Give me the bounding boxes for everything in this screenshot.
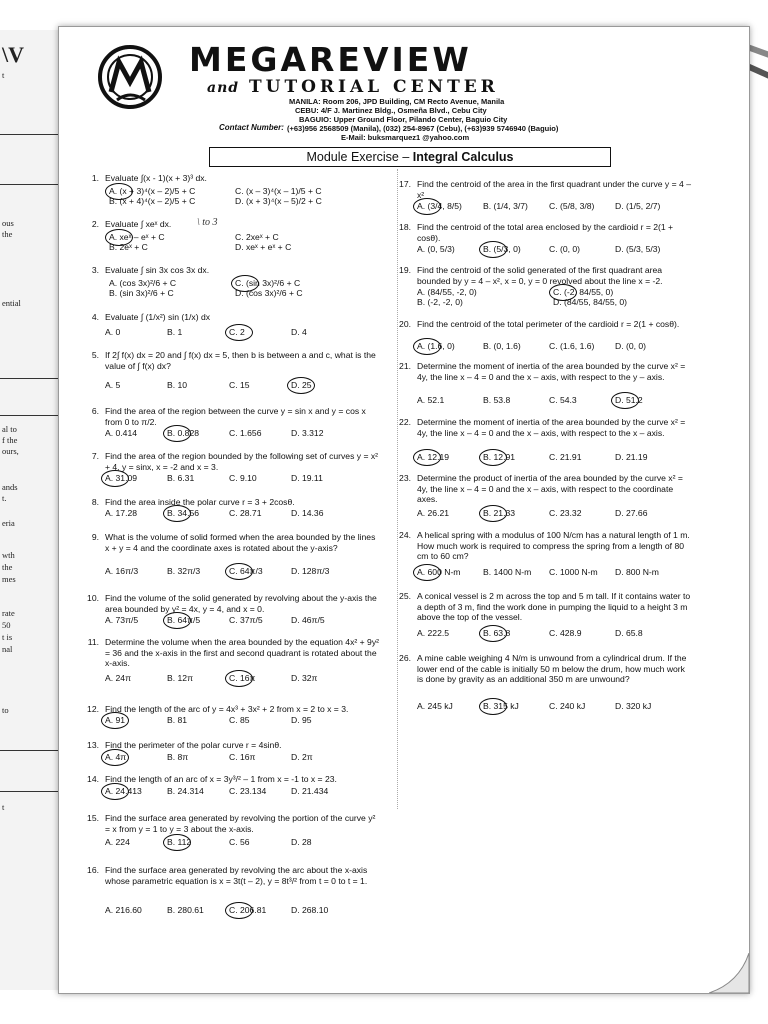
question-stem: A helical spring with a modulus of 100 N/cm has a natural length of 1 m. How much work is required to compress the spring from a length of 80 cm to 60 cm? <box>417 530 690 562</box>
address-cebu: CEBU: 4/F J. Martinez Bldg., Osmeña Blvd., Cebu City <box>295 106 487 115</box>
question-number: 13. <box>87 740 99 750</box>
contact-numbers: (+63)956 2568509 (Manila), (032) 254-8967 (Cebu), (+63)939 5746940 (Baguio) <box>287 124 559 133</box>
answer-option-c: C. 37π/5 <box>229 615 263 625</box>
answer-option-a: A. 600 N-m <box>417 567 461 577</box>
question-stem: Determine the volume when the area bounded by the equation 4x² + 9y² = 36 and the x-axis in the first and second quadrant is rotated about the x-axis. <box>105 637 379 669</box>
answer-option-a: A. 24.413 <box>105 786 142 796</box>
answer-option-b: B. 64π/5 <box>167 615 201 625</box>
address-manila: MANILA: Room 206, JPD Building, CM Recto Avenue, Manila <box>289 97 505 106</box>
answer-option-a: A. (0, 5/3) <box>417 244 455 254</box>
answer-option-d: D. 32π <box>291 673 318 683</box>
question-10 <box>79 593 379 633</box>
answer-option-d: D. (1/5, 2/7) <box>615 201 661 211</box>
answer-option-d: D. 2π <box>291 752 313 762</box>
question-number: 17. <box>399 179 411 189</box>
question-number: 11. <box>87 637 99 647</box>
answer-option-d: D. (84/55, 84/55, 0) <box>553 297 628 307</box>
back-page-text: al to <box>2 424 17 434</box>
question-14 <box>79 774 379 804</box>
answer-option-c: C. 240 kJ <box>549 701 586 711</box>
question-stem: Find the perimeter of the polar curve r = 4sinθ. <box>105 740 282 750</box>
question-number: 19. <box>399 265 411 275</box>
question-15 <box>79 813 379 853</box>
question-stem: Find the centroid of the total perimeter of the cardioid r = 2(1 + cosθ). <box>417 319 680 329</box>
question-stem: Find the area of the region bounded by the following set of curves y = x² + 4, y = sinx, x = -2 and x = 3. <box>105 451 379 472</box>
answer-option-b: B. 2eˣ + C <box>109 242 148 252</box>
answer-option-b: B. 21.33 <box>483 508 516 518</box>
question-2 <box>79 219 379 259</box>
back-page-box <box>0 378 61 416</box>
answer-option-a: A. (84/55, -2, 0) <box>417 287 477 297</box>
answer-option-a: A. 26.21 <box>417 508 450 518</box>
answer-option-d: D. 128π/3 <box>291 566 330 576</box>
answer-option-c: C. 428.9 <box>549 628 582 638</box>
answer-option-a: A. 31.09 <box>105 473 138 483</box>
answer-option-b: B. 63.8 <box>483 628 511 638</box>
answer-option-d: D. 3.312 <box>291 428 324 438</box>
question-number: 3. <box>91 265 99 275</box>
answer-option-d: D. (x + 3)⁴(x – 5)/2 + C <box>235 196 322 206</box>
answer-option-c: C. 16π <box>229 752 256 762</box>
question-1 <box>79 173 379 213</box>
question-13 <box>79 740 379 770</box>
question-number: 8. <box>91 497 99 507</box>
answer-option-c: C. (1.6, 1.6) <box>549 341 595 351</box>
answer-option-b: B. (0, 1.6) <box>483 341 521 351</box>
back-page-text: ential <box>2 298 21 308</box>
question-18 <box>391 222 691 262</box>
answer-option-b: B. 1400 N-m <box>483 567 532 577</box>
answer-option-a: A. 5 <box>105 380 121 390</box>
answer-option-c: C. (-2, 84/55, 0) <box>553 287 614 297</box>
question-number: 7. <box>91 451 99 461</box>
exercise-sheet <box>58 26 750 994</box>
answer-option-a: A. 0 <box>105 327 121 337</box>
contact-label: Contact Number: <box>219 123 284 132</box>
answer-option-c: C. 54.3 <box>549 395 577 405</box>
question-number: 26. <box>399 653 411 663</box>
answer-option-a: A. 16π/3 <box>105 566 139 576</box>
question-stem: If 2∫ f(x) dx = 20 and ∫ f(x) dx = 5, then b is between a and c, what is the value of ∫ f(x) dx? <box>105 350 376 371</box>
answer-option-a: A. 224 <box>105 837 130 847</box>
question-number: 21. <box>399 361 411 371</box>
back-page-text: 50 <box>2 620 11 630</box>
question-stem: Evaluate ∫ sin 3x cos 3x dx. <box>105 265 210 275</box>
answer-option-d: D. 268.10 <box>291 905 329 915</box>
question-stem: Evaluate ∫ xeˣ dx. <box>105 219 172 229</box>
answer-option-d: D. 19.11 <box>291 473 323 483</box>
question-stem: Find the area inside the polar curve r = 3 + 2cosθ. <box>105 497 295 507</box>
question-4 <box>79 312 379 342</box>
question-stem: Evaluate ∫(x - 1)(x + 3)³ dx. <box>105 173 207 183</box>
back-page-text: ous <box>2 218 14 228</box>
question-number: 14. <box>87 774 99 784</box>
question-number: 10. <box>87 593 99 603</box>
question-21 <box>391 361 691 409</box>
question-11 <box>79 637 379 689</box>
answer-option-a: A. 216.60 <box>105 905 142 915</box>
question-stem: A mine cable weighing 4 N/m is unwound from a cylindrical drum. If the lower end of the cable is initially 50 m below the drum, how much work is done by gravity as an additional 350 m are unwound? <box>417 653 687 685</box>
answer-option-b: B. 12π <box>167 673 193 683</box>
answer-option-b: B. 24.314 <box>167 786 204 796</box>
back-page-text: eria <box>2 518 15 528</box>
back-page-text: f the <box>2 435 18 445</box>
question-number: 24. <box>399 530 411 540</box>
answer-option-a: A. 0.414 <box>105 428 138 438</box>
question-number: 23. <box>399 473 411 483</box>
brand-subtitle-text: TUTORIAL CENTER <box>248 77 499 97</box>
question-17 <box>391 179 691 219</box>
brand-name: MEGAREVIEW <box>189 40 472 79</box>
question-stem: Determine the moment of inertia of the area bounded by the curve x² = 4y, the line x – 4 = 0 and the x – axis, with respect to the x – axis. <box>417 417 686 438</box>
megareview-logo-icon <box>97 44 163 110</box>
answer-option-c: C. 15 <box>229 380 250 390</box>
question-stem: Find the centroid of the area in the first quadrant under the curve y = 4 – x² <box>417 179 691 200</box>
answer-option-c: C. 1.656 <box>229 428 262 438</box>
back-page-text: wth <box>2 550 15 560</box>
answer-option-c: C. (5/8, 3/8) <box>549 201 595 211</box>
answer-option-b: B. 1 <box>167 327 183 337</box>
back-page-rule <box>0 184 60 185</box>
question-stem: Find the centroid of the solid generated of the first quadrant area bounded by y = 4 – x², x = 0, y = 0 revolved about the line x = -2. <box>417 265 663 286</box>
answer-option-d: D. 65.8 <box>615 628 643 638</box>
answer-option-d: D. xeˣ + eˣ + C <box>235 242 292 252</box>
answer-option-a: A. 52.1 <box>417 395 445 405</box>
answer-option-b: B. 81 <box>167 715 188 725</box>
back-page-text: t <box>2 802 5 812</box>
answer-option-a: A. 245 kJ <box>417 701 453 711</box>
answer-option-c: C. 23.32 <box>549 508 582 518</box>
question-stem: Find the length of an arc of x = 3y³/² – 1 from x = -1 to x = 23. <box>105 774 337 784</box>
question-16 <box>79 865 379 917</box>
back-page-text: ands <box>2 482 18 492</box>
back-page-text: t is <box>2 632 13 642</box>
answer-option-b: B. (x + 4)⁴(x – 2)/5 + C <box>109 196 196 206</box>
answer-option-c: C. 21.91 <box>549 452 582 462</box>
question-number: 4. <box>91 312 99 322</box>
answer-option-a: A. 17.28 <box>105 508 138 518</box>
answer-option-c: C. 64π/3 <box>229 566 263 576</box>
question-number: 16. <box>87 865 99 875</box>
answer-option-c: C. 2 <box>229 327 245 337</box>
answer-option-a: A. xeˣ – eˣ + C <box>109 232 165 242</box>
question-number: 9. <box>91 532 99 542</box>
question-number: 20. <box>399 319 411 329</box>
question-stem: Find the surface area generated by revolving the arc about the x-axis whose parametric equation is x = 3t(t – 2), y = 8t³/² from t = 0 to t = 1. <box>105 865 368 886</box>
answer-option-c: C. 23.134 <box>229 786 267 796</box>
answer-option-b: B. 6.31 <box>167 473 195 483</box>
question-stem: Determine the moment of inertia of the area bounded by the curve x² = 4y, the line x – 4 = 0 and the x – axis, with respect to the y – axis. <box>417 361 686 382</box>
answer-option-d: D. 25 <box>291 380 312 390</box>
answer-option-d: D. (0, 0) <box>615 341 647 351</box>
question-24 <box>391 530 691 580</box>
answer-option-c: C. (sin 3x)²/6 + C <box>235 278 301 288</box>
question-number: 1. <box>91 173 99 183</box>
answer-option-b: B. 34.56 <box>167 508 200 518</box>
answer-option-d: D. (5/3, 5/3) <box>615 244 661 254</box>
address-baguio: BAGUIO: Upper Ground Floor, Pilando Center, Baguio City <box>299 115 508 124</box>
question-stem: Find the length of the arc of y = 4x³ + 3x² + 2 from x = 2 to x = 3. <box>105 704 349 714</box>
back-page-text: rate <box>2 608 15 618</box>
back-page-text: t. <box>2 493 7 503</box>
answer-option-b: B. 0.828 <box>167 428 200 438</box>
answer-option-d: D. 14.36 <box>291 508 324 518</box>
question-25 <box>391 591 691 641</box>
answer-option-d: D. (cos 3x)²/6 + C <box>235 288 303 298</box>
question-number: 6. <box>91 406 99 416</box>
question-8 <box>79 497 379 527</box>
answer-option-b: B. 12.91 <box>483 452 516 462</box>
contact-email: E-Mail: buksmarquez1 @yahoo.com <box>341 133 470 142</box>
answer-option-c: C. (0, 0) <box>549 244 581 254</box>
answer-option-b: B. 280.61 <box>167 905 204 915</box>
answer-option-c: C. 9.10 <box>229 473 257 483</box>
answer-option-b: B. 53.8 <box>483 395 511 405</box>
question-number: 22. <box>399 417 411 427</box>
answer-option-d: D. 51.2 <box>615 395 643 405</box>
answer-option-d: D. 95 <box>291 715 312 725</box>
back-page-text: the <box>2 229 13 239</box>
question-9 <box>79 532 379 584</box>
question-6 <box>79 406 379 446</box>
answer-option-d: D. 46π/5 <box>291 615 325 625</box>
question-12 <box>79 704 389 734</box>
answer-option-a: A. 4π <box>105 752 127 762</box>
question-stem: Determine the product of inertia of the area bounded by the curve x² = 4y, the line x – 4 = 0 and the x – axis, with respect to the coordinate axes. <box>417 473 683 505</box>
module-title-prefix: Module Exercise – <box>306 150 410 164</box>
question-stem: Find the surface area generated by revolving the portion of the curve y² = x from y = 1 to y = 3 about the x-axis. <box>105 813 376 834</box>
back-page-text: mes <box>2 574 16 584</box>
answer-option-a: A. (1.6, 0) <box>417 341 455 351</box>
answer-option-c: C. 85 <box>229 715 250 725</box>
question-22 <box>391 417 691 465</box>
question-20 <box>391 319 691 355</box>
answer-option-d: D. 28 <box>291 837 312 847</box>
answer-option-c: C. 2xeˣ + C <box>235 232 279 242</box>
answer-option-b: B. 8π <box>167 752 189 762</box>
answer-option-c: C. 206.81 <box>229 905 267 915</box>
question-number: 5. <box>91 350 99 360</box>
answer-option-b: B. 10 <box>167 380 188 390</box>
handwritten-note: \ to 3 <box>197 217 218 228</box>
answer-option-b: B. 112 <box>167 837 192 847</box>
answer-option-a: A. 12.19 <box>417 452 450 462</box>
question-number: 25. <box>399 591 411 601</box>
answer-option-d: D. 4 <box>291 327 307 337</box>
back-page-text: nal <box>2 644 13 654</box>
answer-option-d: D. 800 N-m <box>615 567 659 577</box>
answer-option-a: A. (x + 3)⁴(x – 2)/5 + C <box>109 186 196 196</box>
question-number: 18. <box>399 222 411 232</box>
answer-option-a: A. (3/4, 8/5) <box>417 201 462 211</box>
back-page-text: \V <box>2 42 24 67</box>
question-stem: A conical vessel is 2 m across the top and 5 m tall. If it contains water to a depth of 3 m, find the work done in pumping the liquid to a height 3 m above the top of the vessel. <box>417 591 691 623</box>
question-5 <box>79 350 379 390</box>
question-number: 2. <box>91 219 99 229</box>
answer-option-b: B. 32π/3 <box>167 566 201 576</box>
question-stem: Find the centroid of the total area enclosed by the cardioid r = 2(1 + cosθ). <box>417 222 674 243</box>
question-number: 12. <box>87 704 99 714</box>
question-26 <box>391 653 691 715</box>
answer-option-b: B. (sin 3x)²/6 + C <box>109 288 174 298</box>
answer-option-d: D. 21.434 <box>291 786 329 796</box>
question-7 <box>79 451 379 491</box>
question-3 <box>79 265 379 305</box>
answer-option-a: A. 91 <box>105 715 126 725</box>
answer-option-c: C. 16π <box>229 673 256 683</box>
answer-option-d: D. 21.19 <box>615 452 648 462</box>
question-stem: Evaluate ∫ (1/x²) sin (1/x) dx <box>105 312 211 322</box>
back-page-text: to <box>2 705 9 715</box>
answer-option-b: B. (-2, -2, 0) <box>417 297 463 307</box>
question-number: 15. <box>87 813 99 823</box>
answer-option-a: A. (cos 3x)²/6 + C <box>109 278 177 288</box>
answer-option-c: C. 56 <box>229 837 250 847</box>
question-stem: Find the volume of the solid generated by revolving about the y-axis the area bounded by y² = 4x, y = 4, and x = 0. <box>105 593 377 614</box>
back-page-text: t <box>2 70 5 80</box>
brand-subtitle-and: and <box>207 80 240 96</box>
answer-option-b: B. (5/3, 0) <box>483 244 521 254</box>
question-19 <box>391 265 691 311</box>
answer-option-d: D. 320 kJ <box>615 701 652 711</box>
back-page-text: ours, <box>2 446 19 456</box>
back-page-box <box>0 750 61 792</box>
answer-option-a: A. 24π <box>105 673 131 683</box>
brand-subtitle <box>207 77 499 97</box>
answer-option-a: A. 222.5 <box>417 628 450 638</box>
answer-option-c: C. (x – 3)⁴(x – 1)/5 + C <box>235 186 322 196</box>
question-23 <box>391 473 691 521</box>
module-title-subject: Integral Calculus <box>412 150 514 164</box>
answer-option-a: A. 73π/5 <box>105 615 139 625</box>
answer-option-b: B. (1/4, 3/7) <box>483 201 528 211</box>
question-stem: Find the area of the region between the curve y = sin x and y = cos x from 0 to π/2. <box>105 406 366 427</box>
module-title <box>209 147 611 167</box>
answer-option-c: C. 28.71 <box>229 508 262 518</box>
back-page-rule <box>0 134 60 135</box>
answer-option-b: B. 315 kJ <box>483 701 519 711</box>
back-page-text: the <box>2 562 13 572</box>
answer-option-c: C. 1000 N-m <box>549 567 598 577</box>
answer-option-d: D. 27.66 <box>615 508 648 518</box>
question-stem: What is the volume of solid formed when the area bounded by the lines x + y = 4 and the coordinate axes is rotated about the y-axis? <box>105 532 376 553</box>
page-curl-icon <box>709 953 749 993</box>
